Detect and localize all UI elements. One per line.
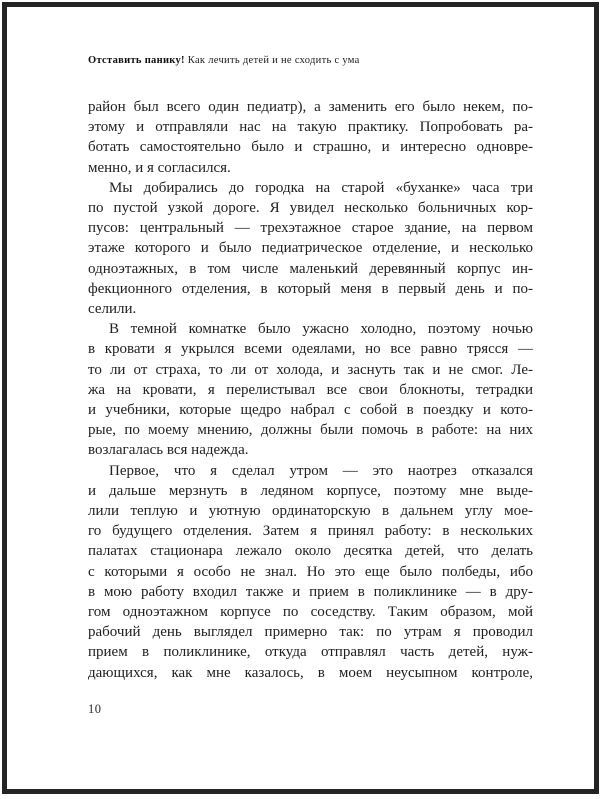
text-line: рабочий день выглядел примерно так: по утрам я проводил	[88, 624, 533, 641]
text-line: лили теплую и уютную ординаторскую в дальнем углу мое-	[88, 503, 533, 520]
text-line: Мы добирались до городка на старой «буханке» часа три	[109, 179, 533, 196]
text-line: район был всего один педиатр), а заменить его было некем, по-	[88, 99, 533, 115]
text-line: Первое, что я сделал утром — это наотрез отказался	[109, 462, 533, 479]
running-header	[88, 55, 548, 66]
text-line: в мою работу входил также и прием в поликлинике — в дру-	[88, 583, 533, 600]
text-line: дающихся, как мне казалось, в моем неусыпном контроле,	[88, 664, 533, 681]
text-line: менно, и я согласился.	[88, 159, 231, 176]
text-line: по пустой узкой дороге. Я увидел несколько больничных кор-	[88, 200, 533, 217]
text-line: жа на кровати, я перелистывал все свои блокноты, тетрадки	[88, 381, 533, 398]
paragraph	[88, 178, 533, 319]
text-line: пусов: центральный — трехэтажное старое здание, на первом	[88, 220, 533, 237]
text-line: в кровати я укрылся всеми одеялами, но все равно трясся —	[88, 341, 533, 358]
text-line: ботать самостоятельно было и страшно, и интересно одновре-	[88, 139, 533, 156]
text-line: В темной комнатке было ужасно холодно, поэтому ночью	[109, 321, 533, 338]
paragraph	[88, 319, 533, 460]
text-line: фекционного отделения, в который меня в первый день и по-	[88, 280, 533, 297]
paragraph	[88, 97, 533, 178]
text-line: прием в поликлинике, откуда отправлял часть детей, нуж-	[88, 644, 533, 661]
text-line: рые, по моему мнению, должны были помочь в работе: на них	[88, 422, 533, 439]
text-line: то ли от страха, то ли от холода, и заснуть так и не смог. Ле-	[88, 361, 533, 378]
text-line: гом одноэтажном корпусе по соседству. Таким образом, мой	[88, 604, 533, 621]
book-subtitle: Как лечить детей и не сходить с ума	[184, 55, 360, 66]
book-title: Отставить панику!	[88, 55, 185, 66]
paragraph	[88, 461, 533, 683]
text-line: этаже которого и было педиатрическое отделение, и несколько	[88, 240, 533, 257]
text-line: и дальше мерзнуть в ледяном корпусе, поэтому мне выде-	[88, 482, 533, 499]
text-line: и учебники, которые щедро набрал с собой в поездку и кото-	[88, 402, 533, 419]
text-line: го будущего отделения. Затем я принял работу: в нескольких	[88, 523, 533, 540]
text-line: палатах стационара лежало около десятка детей, что делать	[88, 543, 533, 560]
text-line: этому и отправляли нас на такую практику. Попробовать ра-	[88, 119, 533, 136]
text-line: возлагалась вся надежда.	[88, 442, 249, 459]
text-line: с которыми я особо не знал. Но это еще было полбеды, ибо	[88, 563, 533, 580]
text-line: селили.	[88, 301, 137, 318]
text-line: одноэтажных, в том числе маленький деревянный корпус ин-	[88, 260, 533, 277]
body-text	[88, 97, 533, 683]
page-number: 10	[88, 702, 102, 716]
